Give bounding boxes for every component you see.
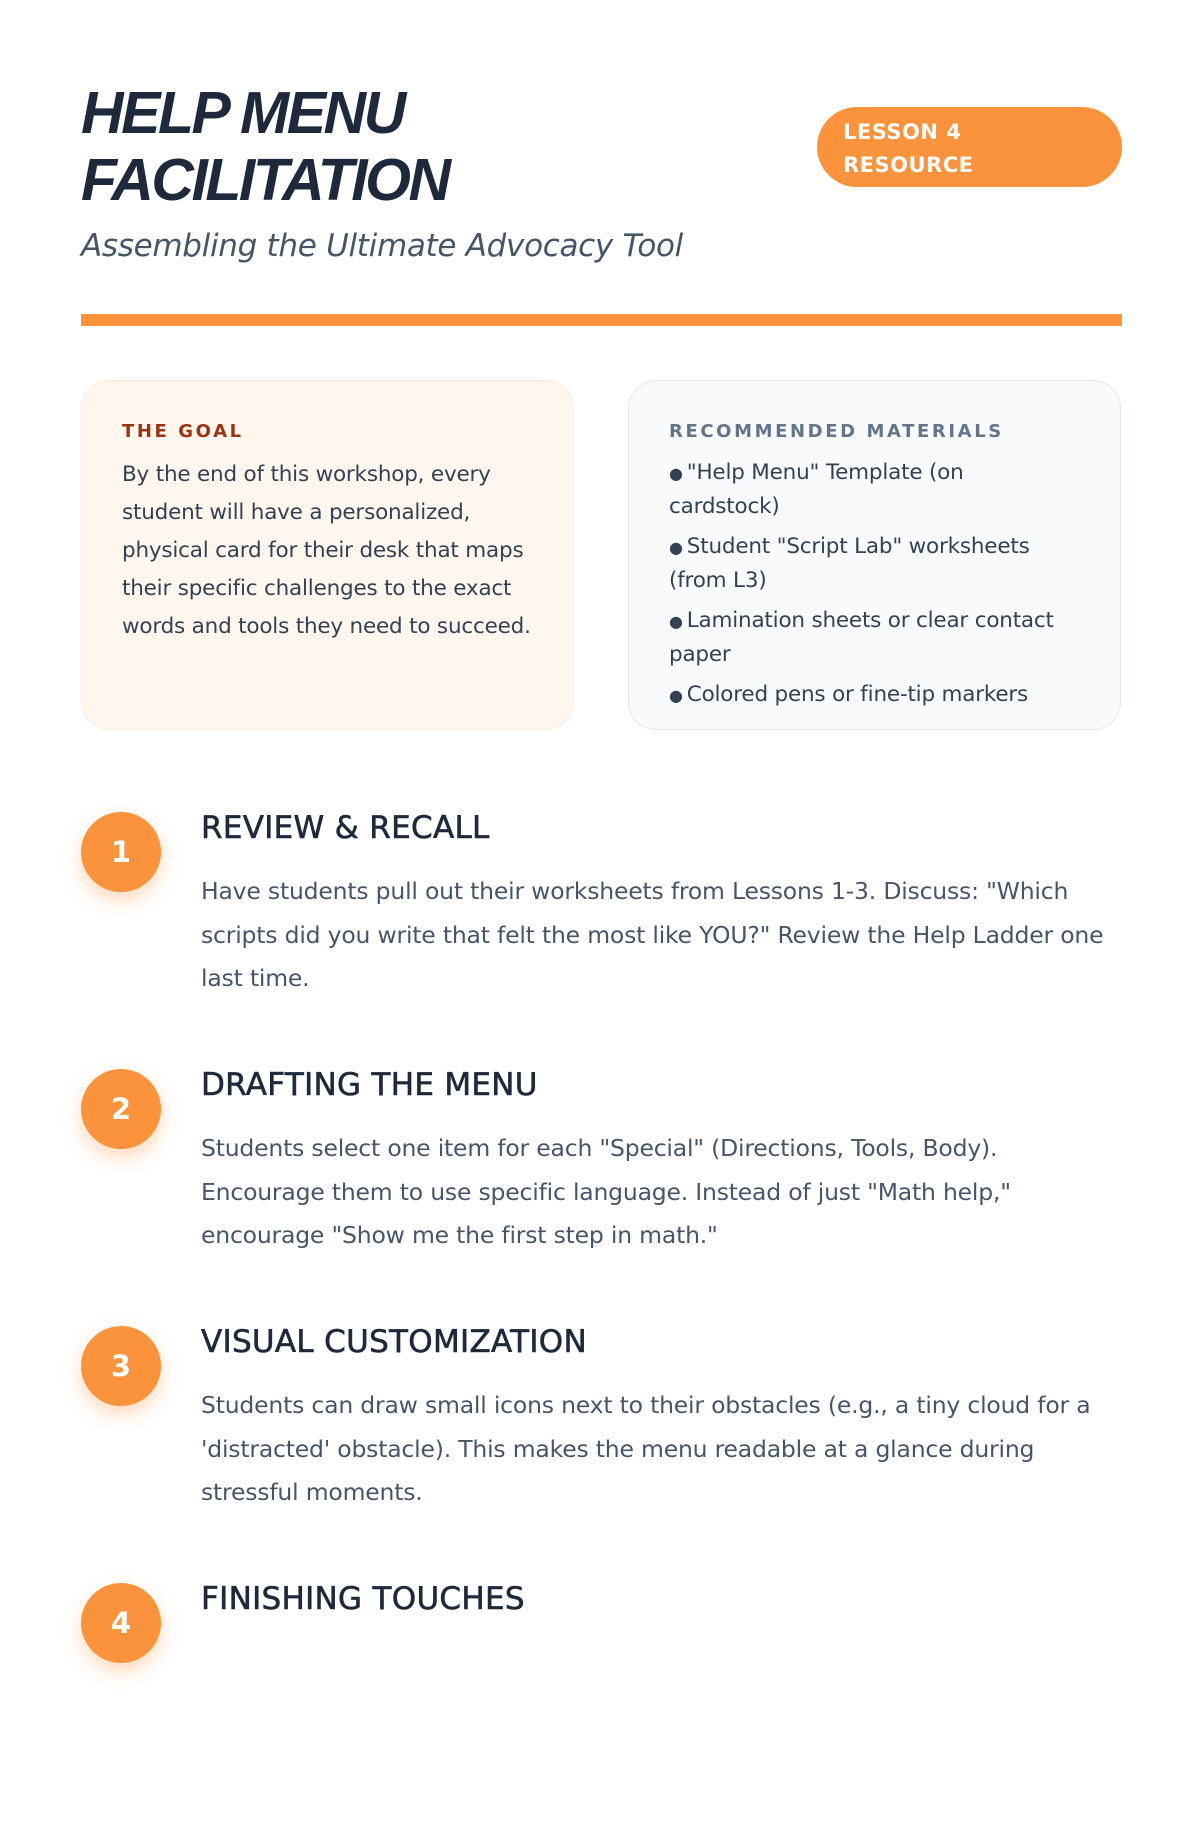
steps-list bbox=[81, 808, 1122, 1836]
materials-list bbox=[669, 456, 1080, 712]
materials-label: RECOMMENDED MATERIALS bbox=[669, 421, 1004, 442]
goal-label: THE GOAL bbox=[122, 421, 244, 442]
step-title: VISUAL CUSTOMIZATION bbox=[201, 1324, 587, 1360]
materials-item-text: Student "Script Lab" worksheets (from L3) bbox=[669, 534, 1030, 593]
step-title: REVIEW & RECALL bbox=[201, 810, 490, 846]
step-number-badge: 1 bbox=[81, 812, 161, 892]
header-divider bbox=[81, 314, 1122, 326]
bullet-icon: ● bbox=[669, 464, 683, 483]
step-number-badge: 4 bbox=[81, 1583, 161, 1663]
step-description: Students select one item for each "Special" (Directions, Tools, Body). Encourage them to use specific language. Instead of just "Math help," encourage "Show me the first step in math." bbox=[201, 1134, 1011, 1249]
step-item bbox=[81, 808, 1122, 1065]
goal-text: By the end of this workshop, every student will have a personalized, physical card for their desk that maps their specific challenges to the exact words and tools they need to succeed. bbox=[122, 462, 531, 639]
step-number-badge: 2 bbox=[81, 1069, 161, 1149]
step-description: Students can draw small icons next to their obstacles (e.g., a tiny cloud for a 'distracted' obstacle). This makes the menu readable at a glance during stressful moments. bbox=[201, 1391, 1091, 1506]
step-number-badge: 3 bbox=[81, 1326, 161, 1406]
materials-item-text: "Help Menu" Template (on cardstock) bbox=[669, 460, 964, 519]
title-line-1: HELP MENU bbox=[81, 80, 404, 146]
badge-line-1: LESSON 4 bbox=[843, 120, 962, 144]
materials-item bbox=[669, 530, 1080, 597]
materials-item bbox=[669, 678, 1080, 712]
step-item bbox=[81, 1322, 1122, 1579]
step-item bbox=[81, 1579, 1122, 1836]
page bbox=[81, 0, 1122, 1640]
page-title bbox=[81, 80, 641, 214]
badge-line-2: RESOURCE bbox=[843, 153, 974, 177]
materials-item-text: Colored pens or fine-tip markers bbox=[686, 682, 1029, 707]
lesson-badge bbox=[817, 107, 1122, 187]
step-description: Have students pull out their worksheets from Lessons 1-3. Discuss: "Which scripts did you write that felt the most like YOU?" Review the Help Ladder one last time. bbox=[201, 877, 1104, 992]
header bbox=[81, 0, 1122, 330]
page-subtitle: Assembling the Ultimate Advocacy Tool bbox=[81, 228, 683, 264]
materials-item-text: Lamination sheets or clear contact paper bbox=[669, 608, 1054, 667]
info-cards bbox=[81, 380, 1122, 730]
goal-card bbox=[81, 380, 574, 730]
step-item bbox=[81, 1065, 1122, 1322]
bullet-icon: ● bbox=[669, 686, 683, 705]
materials-card bbox=[628, 380, 1121, 730]
bullet-icon: ● bbox=[669, 612, 683, 631]
title-line-2: FACILITATION bbox=[81, 147, 449, 213]
materials-item bbox=[669, 456, 1080, 523]
step-title: FINISHING TOUCHES bbox=[201, 1581, 525, 1617]
materials-item bbox=[669, 604, 1080, 671]
step-title: DRAFTING THE MENU bbox=[201, 1067, 538, 1103]
bullet-icon: ● bbox=[669, 538, 683, 557]
